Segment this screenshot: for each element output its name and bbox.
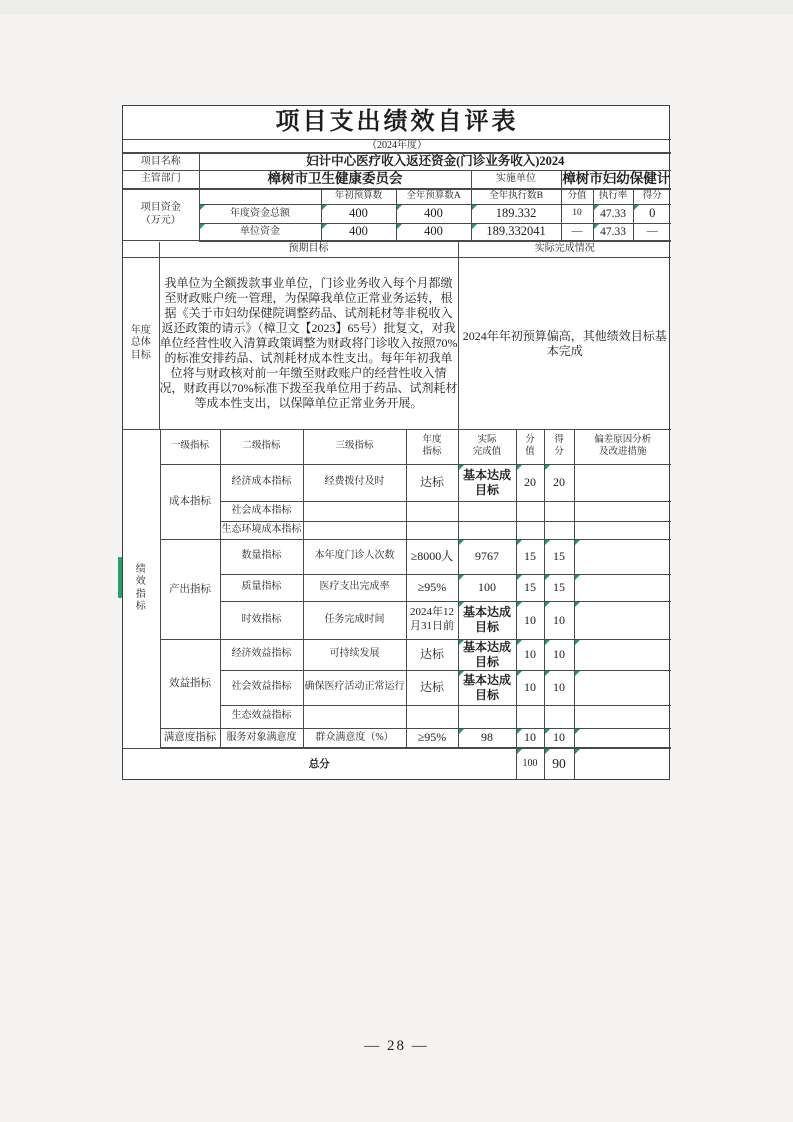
indicators-header-row	[123, 430, 671, 464]
header-deviation: 偏差原因分析 及改进措施	[574, 430, 671, 464]
actual-value-cell	[458, 639, 516, 670]
goal-section	[123, 242, 671, 431]
total-label: 总分	[123, 749, 516, 779]
value-text: 15	[553, 580, 565, 595]
comment-marker-icon	[459, 540, 464, 545]
level3-cell	[303, 705, 406, 728]
value-text: 90	[552, 755, 566, 771]
level3-cell: 医疗支出完成率	[303, 574, 406, 601]
got-cell	[544, 574, 574, 601]
funds-row-total	[123, 205, 671, 224]
comment-marker-icon	[472, 224, 477, 229]
deviation-cell	[574, 728, 671, 748]
value-text: 400	[424, 206, 443, 221]
value-text: 400	[349, 206, 368, 221]
cost-group-label: 成本指标	[160, 464, 220, 539]
expected-goal-text: 我单位为全额拨款事业单位，门诊业务收入每个月都缴至财政账户统一管理，为保障我单位正常业务运转，根据《关于市妇幼保健院调整药品、试剂耗材等非税收入返还政策的请示》（樟卫文【2023】65号）批复文，对我单位经营性收入清算政策调整为财政将门诊收入按照70%的标准安排药品、试剂耗材成本性支出。每年年初我单位将与财政核对前一年缴至财政账户的经营性收入情况，财政再以70%标准下拨至我单位用于药品、试剂耗材等成本性支出，以保障单位正常业务开展。	[159, 258, 458, 430]
comment-marker-icon	[200, 205, 205, 210]
satisfaction-group-label: 满意度指标	[160, 728, 220, 748]
annual-target-cell: ≥95%	[406, 574, 458, 601]
level2-cell: 服务对象满意度	[220, 728, 303, 748]
value-text: 10	[524, 647, 536, 662]
level2-cell: 社会成本指标	[220, 501, 303, 521]
funds-executed-value	[471, 224, 561, 241]
got-cell	[544, 728, 574, 748]
value-text: 10	[553, 730, 565, 745]
comment-marker-icon	[397, 224, 402, 229]
comment-marker-icon	[545, 640, 550, 645]
got-cell	[544, 539, 574, 574]
score-cell	[516, 639, 544, 670]
department-section	[123, 171, 671, 190]
expected-goal-header: 预期目标	[159, 242, 458, 258]
deviation-cell	[574, 521, 671, 539]
comment-marker-icon	[545, 671, 550, 676]
comment-marker-icon	[517, 465, 522, 470]
comment-marker-icon	[517, 575, 522, 580]
level3-cell: 确保医疗活动正常运行	[303, 670, 406, 705]
indicator-row	[123, 639, 671, 670]
annual-target-cell: 达标	[406, 670, 458, 705]
benefit-group-label: 效益指标	[160, 639, 220, 728]
score-cell	[516, 728, 544, 748]
value-text: 47.33	[600, 207, 626, 220]
comment-marker-icon	[575, 671, 580, 676]
comment-marker-icon	[322, 224, 327, 229]
funds-empty-cell	[199, 190, 321, 205]
value-text: 10	[524, 612, 536, 627]
value-text: 400	[349, 224, 368, 238]
comment-marker-icon	[634, 205, 639, 210]
annual-target-cell	[406, 521, 458, 539]
indicator-row	[123, 728, 671, 748]
comment-marker-icon	[459, 729, 464, 734]
actual-completion-text: 2024年年初预算偏高，其他绩效目标基本完成	[458, 258, 671, 430]
deviation-cell	[574, 464, 671, 501]
value-text: 20	[553, 475, 565, 490]
header-annual-target: 年度 指标	[406, 430, 458, 464]
funds-header-executed: 全年执行数B	[471, 190, 561, 205]
funds-row-name-text: 单位资金	[240, 225, 280, 237]
comment-marker-icon	[575, 729, 580, 734]
level3-cell: 本年度门诊人次数	[303, 539, 406, 574]
deviation-cell	[574, 705, 671, 728]
comment-marker-icon	[472, 205, 477, 210]
value-text: 基本达成目标	[462, 605, 511, 635]
annual-target-cell: 2024年12月31日前	[406, 601, 458, 639]
level3-cell: 可持续发展	[303, 639, 406, 670]
funds-header-annual: 全年预算数A	[396, 190, 471, 205]
funds-annual-value	[396, 205, 471, 224]
header-score: 分 值	[516, 430, 544, 464]
got-cell	[544, 501, 574, 521]
annual-target-cell	[406, 705, 458, 728]
funds-score-value: —	[561, 224, 593, 241]
comment-marker-icon	[575, 640, 580, 645]
comment-marker-icon	[517, 602, 522, 607]
page-number: — 28 —	[364, 1038, 429, 1054]
header-actual-value: 实际 完成值	[458, 430, 516, 464]
level3-cell	[303, 501, 406, 521]
dept-label: 主管部门	[123, 171, 199, 189]
comment-marker-icon	[517, 729, 522, 734]
dept-value: 樟树市卫生健康委员会	[199, 171, 471, 189]
comment-marker-icon	[397, 205, 402, 210]
comment-marker-icon	[545, 540, 550, 545]
annual-target-cell: 达标	[406, 639, 458, 670]
deviation-cell	[574, 601, 671, 639]
funds-rate-value	[593, 205, 633, 224]
header-level2: 二级指标	[220, 430, 303, 464]
comment-marker-icon	[200, 224, 205, 229]
value-text: 15	[553, 549, 565, 564]
deviation-cell	[574, 539, 671, 574]
comment-marker-icon	[545, 465, 550, 470]
header-level3: 三级指标	[303, 430, 406, 464]
total-deviation-cell	[574, 749, 671, 779]
comment-marker-icon	[517, 540, 522, 545]
funds-section-label: 项目资金 （万元）	[123, 190, 199, 241]
annual-target-cell	[406, 501, 458, 521]
value-text: 10	[553, 612, 565, 627]
impl-unit-label: 实施单位	[471, 171, 561, 189]
funds-section	[123, 190, 671, 242]
got-cell	[544, 601, 574, 639]
total-row	[123, 749, 671, 779]
indicators-side-label: 绩 效 指 标	[123, 430, 160, 748]
comment-marker-icon	[459, 671, 464, 676]
form-subtitle: （2024年度）	[123, 139, 671, 153]
margin-band	[0, 0, 793, 14]
funds-header-got: 得分	[633, 190, 671, 205]
got-cell	[544, 670, 574, 705]
level2-cell: 经济成本指标	[220, 464, 303, 501]
level3-cell: 群众满意度（%）	[303, 728, 406, 748]
project-name-value: 妇计中心医疗收入返还资金(门诊业务收入)2024	[199, 154, 671, 170]
comment-marker-icon	[575, 749, 580, 754]
funds-initial-value	[321, 205, 396, 224]
comment-marker-icon	[517, 749, 522, 754]
funds-annual-value	[396, 224, 471, 241]
level2-cell: 生态环境成本指标	[220, 521, 303, 539]
funds-row-name-text: 年度资金总额	[230, 207, 290, 219]
score-cell	[516, 574, 544, 601]
funds-got-value: —	[633, 224, 671, 241]
form-title: 项目支出绩效自评表	[123, 106, 671, 139]
value-text: 15	[524, 580, 536, 595]
value-text: 10	[553, 680, 565, 695]
got-cell	[544, 705, 574, 728]
total-section	[123, 749, 671, 779]
score-cell	[516, 670, 544, 705]
actual-value-cell	[458, 670, 516, 705]
comment-marker-icon	[545, 729, 550, 734]
annual-target-cell: ≥8000人	[406, 539, 458, 574]
got-cell	[544, 464, 574, 501]
value-text: 0	[649, 206, 656, 221]
got-cell	[544, 521, 574, 539]
funds-score-value: 10	[561, 205, 593, 224]
actual-value-cell	[458, 601, 516, 639]
funds-row-name	[199, 205, 321, 224]
indicator-row	[123, 539, 671, 574]
funds-header-rate: 执行率	[593, 190, 633, 205]
funds-initial-value	[321, 224, 396, 241]
value-text: 20	[524, 475, 536, 490]
annual-target-cell: 达标	[406, 464, 458, 501]
comment-marker-icon	[459, 602, 464, 607]
level2-cell: 数量指标	[220, 539, 303, 574]
comment-marker-icon	[517, 640, 522, 645]
score-cell	[516, 705, 544, 728]
value-text: 9767	[475, 549, 499, 564]
project-name-label: 项目名称	[123, 154, 199, 170]
total-got-value	[544, 749, 574, 779]
comment-marker-icon	[322, 205, 327, 210]
level2-cell: 生态效益指标	[220, 705, 303, 728]
value-text: 98	[481, 730, 493, 745]
title-section	[123, 106, 671, 154]
self-evaluation-table	[122, 105, 670, 780]
output-group-label: 产出指标	[160, 539, 220, 639]
deviation-cell	[574, 574, 671, 601]
comment-marker-icon	[459, 465, 464, 470]
impl-unit-value: 樟树市妇幼保健计	[561, 171, 671, 189]
funds-got-value	[633, 205, 671, 224]
comment-marker-icon	[517, 671, 522, 676]
value-text: 47.33	[600, 225, 626, 238]
comment-marker-icon	[545, 575, 550, 580]
level3-cell: 经费拨付及时	[303, 464, 406, 501]
actual-value-cell	[458, 501, 516, 521]
value-text: 15	[524, 549, 536, 564]
funds-row-unit	[123, 224, 671, 241]
got-cell	[544, 639, 574, 670]
funds-rate-value	[593, 224, 633, 241]
total-score-value	[516, 749, 544, 779]
funds-header-score: 分值	[561, 190, 593, 205]
value-text: 189.332041	[486, 224, 546, 238]
value-text: 基本达成目标	[462, 672, 511, 702]
level2-cell: 时效指标	[220, 601, 303, 639]
comment-marker-icon	[575, 575, 580, 580]
level2-cell: 质量指标	[220, 574, 303, 601]
level3-cell	[303, 521, 406, 539]
actual-value-cell	[458, 705, 516, 728]
value-text: 基本达成目标	[462, 639, 511, 669]
goal-corner-cell	[123, 242, 159, 258]
funds-header-initial: 年初预算数	[321, 190, 396, 205]
annual-goal-label: 年度 总体 目标	[123, 258, 159, 430]
value-text: 189.332	[495, 206, 537, 221]
deviation-cell	[574, 501, 671, 521]
header-got: 得 分	[544, 430, 574, 464]
comment-marker-icon	[575, 602, 580, 607]
actual-value-cell	[458, 521, 516, 539]
score-cell	[516, 601, 544, 639]
header-level1: 一级指标	[160, 430, 220, 464]
value-text: 400	[424, 224, 443, 238]
value-text: 10	[553, 647, 565, 662]
score-cell	[516, 539, 544, 574]
level3-cell: 任务完成时间	[303, 601, 406, 639]
deviation-cell	[574, 670, 671, 705]
actual-value-cell	[458, 539, 516, 574]
project-name-section	[123, 154, 671, 171]
actual-value-cell	[458, 574, 516, 601]
comment-marker-icon	[594, 205, 599, 210]
actual-value-cell	[458, 464, 516, 501]
deviation-cell	[574, 639, 671, 670]
indicators-section	[123, 430, 671, 749]
actual-completion-header: 实际完成情况	[458, 242, 671, 258]
value-text: 100	[522, 757, 538, 769]
comment-marker-icon	[459, 640, 464, 645]
value-text: 10	[524, 680, 536, 695]
funds-executed-value	[471, 205, 561, 224]
comment-marker-icon	[594, 224, 599, 229]
comment-marker-icon	[545, 749, 550, 754]
comment-marker-icon	[545, 602, 550, 607]
actual-value-cell	[458, 728, 516, 748]
indicator-row	[123, 464, 671, 501]
level2-cell: 经济效益指标	[220, 639, 303, 670]
annual-target-cell: ≥95%	[406, 728, 458, 748]
comment-marker-icon	[459, 575, 464, 580]
value-text: 10	[524, 730, 536, 745]
funds-row-name	[199, 224, 321, 241]
score-cell	[516, 501, 544, 521]
value-text: 100	[478, 580, 496, 595]
score-cell	[516, 464, 544, 501]
level2-cell: 社会效益指标	[220, 670, 303, 705]
value-text: 基本达成目标	[462, 467, 511, 497]
comment-marker-icon	[575, 540, 580, 545]
score-cell	[516, 521, 544, 539]
